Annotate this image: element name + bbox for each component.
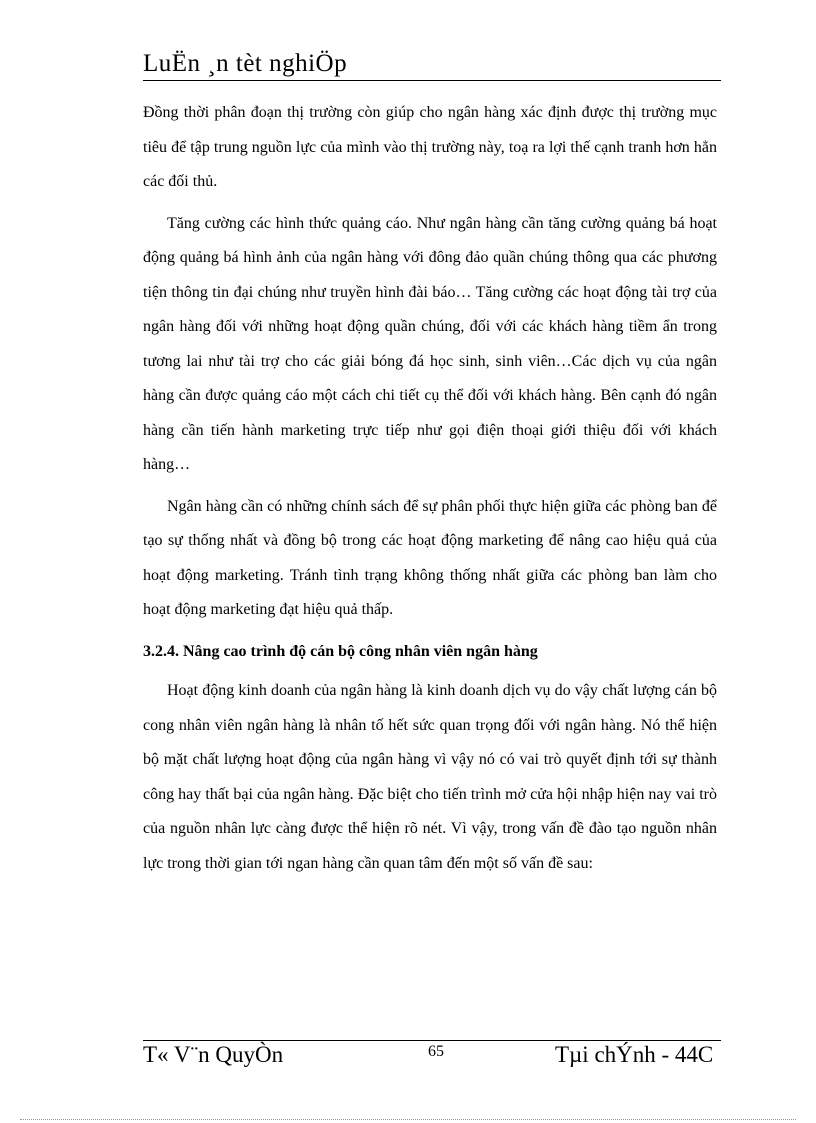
paragraph-2: Tăng cường các hình thức quảng cáo. Như ngân hàng cần tăng cường quảng bá hoạt động quảng bá hình ảnh của ngân hàng với đông đảo quần chúng thông qua các phương tiện thông tin đại chúng như truyền hình đài báo… Tăng cường các hoạt động tài trợ của ngân hàng đối với những hoạt động quần chúng, đối với các khách hàng tiềm ẩn trong tương lai như tài trợ cho các giải bóng đá học sinh, sinh viên…Các dịch vụ của ngân hàng cần được quảng cáo một cách chi tiết cụ thể đối với khách hàng. Bên cạnh đó ngân hàng cần tiến hành marketing trực tiếp như gọi điện thoại giới thiệu đối với khách hàng… [143, 214, 717, 473]
paragraph-3: Ngân hàng cần có những chính sách để sự phân phối thực hiện giữa các phòng ban để tạo sự thống nhất và đồng bộ trong các hoạt động marketing để nâng cao hiệu quả của hoạt động marketing. Tránh tình trạng không thống nhất giữa các phòng ban làm cho hoạt động marketing đạt hiệu quả thấp. [143, 497, 717, 618]
page-number: 65 [428, 1043, 444, 1060]
footer-author: T« V¨n QuyÒn [143, 1042, 284, 1067]
paragraph-4: Hoạt động kinh doanh của ngân hàng là kinh doanh dịch vụ do vậy chất lượng cán bộ cong nhân viên ngân hàng là nhân tố hết sức quan trọng đối với ngân hàng. Nó thể hiện bộ mặt chất lượng hoạt động của ngân hàng vì vậy nó có vai trò quyết định tới sự thành công hay thất bại của ngân hàng. Đặc biệt cho tiến trình mở cửa hội nhập hiện nay vai trò của nguồn nhân lực càng được thể hiện rõ nét. Vì vậy, trong vấn đề đào tạo nguồn nhân lực trong thời gian tới ngan hàng cần quan tâm đến một số vấn đề sau: [143, 682, 717, 872]
footer-divider [143, 1040, 721, 1041]
document-body [143, 96, 717, 888]
header-divider [143, 80, 721, 81]
footer-class: Tµi chÝnh - 44C [555, 1042, 714, 1067]
header-title: LuËn ¸n tèt nghiÖp [143, 50, 348, 77]
section-heading: 3.2.4. Nâng cao trình độ cán bộ công nhân viên ngân hàng [143, 642, 538, 660]
page-bottom-border [20, 1119, 796, 1120]
paragraph-1: Đồng thời phân đoạn thị trường còn giúp cho ngân hàng xác định được thị trường mục tiêu để tập trung nguồn lực của mình vào thị trường này, toạ ra lợi thế cạnh tranh hơn hẳn các đối thủ. [143, 104, 717, 190]
